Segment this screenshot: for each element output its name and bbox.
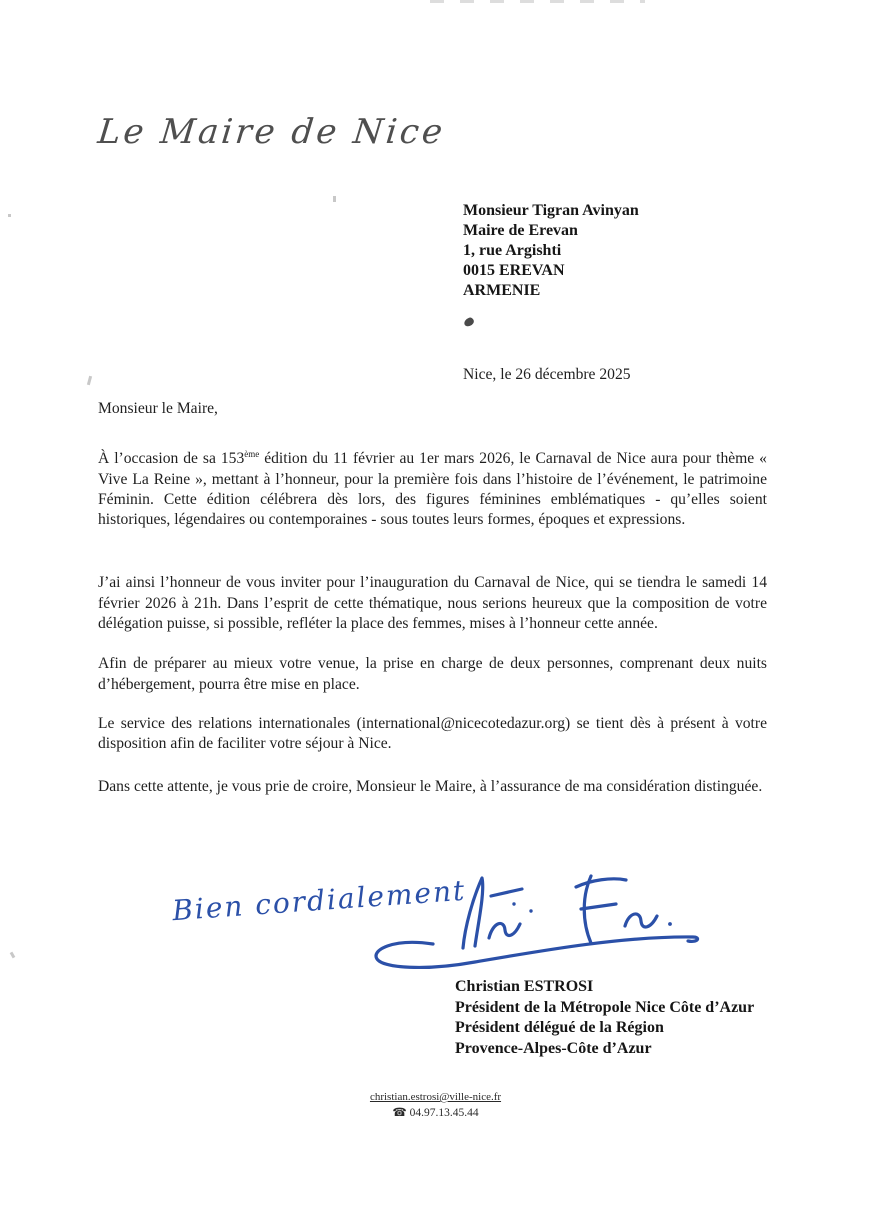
signature-block	[455, 977, 754, 1059]
recipient-block	[463, 201, 639, 301]
body-paragraph-2: J’ai ainsi l’honneur de vous inviter pour l’inauguration du Carnaval de Nice, qui se tiendra le samedi 14 février 2026 à 21h. Dans l’esprit de cette thématique, nous serions heureux que la composition de votre délégation puisse, si possible, refléter la place des femmes, mises à l’honneur cette année.	[98, 574, 767, 633]
body-paragraph-3: Afin de préparer au mieux votre venue, la prise en charge de deux personnes, comprenant deux nuits d’hébergement, pourra être mise en place.	[98, 655, 767, 693]
scan-artifact	[430, 0, 645, 3]
recipient-line: 0015 EREVAN	[463, 262, 565, 279]
footer-phone: 04.97.13.45.44	[409, 1107, 479, 1119]
scan-speck	[87, 376, 92, 385]
recipient-line: Monsieur Tigran Avinyan	[463, 202, 639, 219]
body-paragraph-4: Le service des relations internationales (international@nicecotedazur.org) se tient dès à présent à votre disposition afin de faciliter votre séjour à Nice.	[98, 714, 767, 753]
recipient-line: Maire de Erevan	[463, 222, 578, 239]
letter-body	[98, 399, 767, 797]
p1-text-before: À l’occasion de sa 153	[98, 450, 245, 468]
telephone-icon: ☎	[392, 1107, 407, 1119]
signatory-title: Président délégué de la Région	[455, 1019, 664, 1036]
salutation: Monsieur le Maire,	[98, 400, 218, 417]
signatory-name: Christian ESTROSI	[455, 978, 594, 995]
recipient-line: 1, rue Argishti	[463, 242, 562, 259]
signatory-title: Provence-Alpes-Côte d’Azur	[455, 1039, 652, 1057]
letterhead-script: Le Maire de Nice	[95, 112, 448, 152]
handwritten-closing: Bien cordialement	[171, 873, 468, 928]
scan-speck	[10, 952, 16, 959]
body-paragraph-1	[98, 449, 767, 530]
recipient-line: ARMENIE	[463, 282, 541, 299]
footer-email: christian.estrosi@ville-nice.fr	[369, 1091, 502, 1103]
body-paragraph-5: Dans cette attente, je vous prie de croire, Monsieur le Maire, à l’assurance de ma considération distinguée.	[98, 777, 763, 795]
footer-contact	[0, 1091, 871, 1119]
signatory-title: Président de la Métropole Nice Côte d’Azur	[455, 998, 755, 1016]
p1-text-after: édition du 11 février au 1er mars 2026, le Carnaval de Nice aura pour thème « Vive La Reine », mettant à l’honneur, pour la première fois dans l’histoire de l’événement, le patrimoine Féminin. Cette édition célébrera dès lors, des figures féminines emblématiques - qu’elles soient historiques, légendaires ou contemporaines - sous toutes leurs formes, époques et expressions.	[98, 450, 767, 529]
ordinal-superscript: ème	[244, 449, 260, 460]
date-line: Nice, le 26 décembre 2025	[463, 366, 631, 383]
signature-scrawl	[363, 866, 708, 981]
scan-speck	[333, 196, 336, 202]
ink-blot	[463, 317, 475, 328]
scan-speck	[8, 214, 11, 217]
footer-phone-line	[0, 1105, 871, 1119]
